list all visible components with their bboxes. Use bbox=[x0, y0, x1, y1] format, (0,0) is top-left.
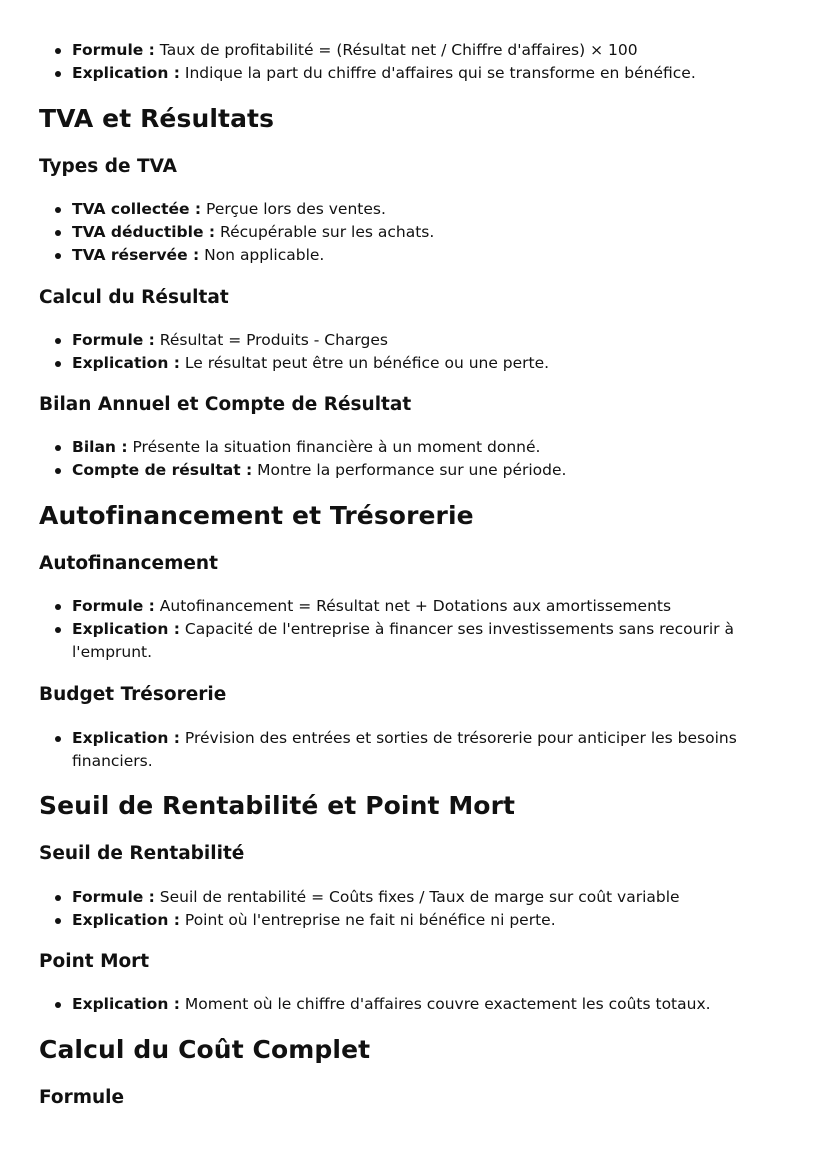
subsection-title-types-tva: Types de TVA bbox=[39, 156, 177, 177]
list-item: Explication : Point où l'entreprise ne fait ni bénéfice ni perte. bbox=[39, 909, 788, 932]
seuil-rentabilite-list bbox=[39, 886, 788, 932]
autofinancement-list bbox=[39, 595, 788, 664]
list-item: Formule : Seuil de rentabilité = Coûts fixes / Taux de marge sur coût variable bbox=[39, 886, 788, 909]
calcul-resultat-list bbox=[39, 329, 788, 375]
list-item: Compte de résultat : Montre la performance sur une période. bbox=[39, 459, 788, 482]
list-item: Formule : Autofinancement = Résultat net + Dotations aux amortissements bbox=[39, 595, 788, 618]
list-item: Explication : Prévision des entrées et sorties de trésorerie pour anticiper les besoins financiers. bbox=[39, 727, 788, 773]
list-item: TVA réservée : Non applicable. bbox=[39, 244, 788, 267]
point-mort-list bbox=[39, 993, 788, 1016]
list-item: TVA déductible : Récupérable sur les achats. bbox=[39, 221, 788, 244]
list-item: Explication : Moment où le chiffre d'affaires couvre exactement les coûts totaux. bbox=[39, 993, 788, 1016]
subsection-title-seuil-rentabilite: Seuil de Rentabilité bbox=[39, 843, 245, 864]
list-item: TVA collectée : Perçue lors des ventes. bbox=[39, 198, 788, 221]
section-title-autofinancement: Autofinancement et Trésorerie bbox=[39, 501, 474, 530]
section-title-tva: TVA et Résultats bbox=[39, 104, 275, 133]
list-item: Bilan : Présente la situation financière à un moment donné. bbox=[39, 436, 788, 459]
list-item: Formule : Taux de profitabilité = (Résultat net / Chiffre d'affaires) × 100 bbox=[39, 39, 788, 62]
list-item: Explication : Indique la part du chiffre d'affaires qui se transforme en bénéfice. bbox=[39, 62, 788, 85]
list-item: Explication : Le résultat peut être un bénéfice ou une perte. bbox=[39, 352, 788, 375]
subsection-title-budget-tresorerie: Budget Trésorerie bbox=[39, 684, 227, 705]
bilan-list bbox=[39, 436, 788, 482]
list-item: Explication : Capacité de l'entreprise à financer ses investissements sans recourir à l'emprunt. bbox=[39, 618, 788, 664]
profitability-list bbox=[39, 39, 788, 85]
subsection-title-calcul-resultat: Calcul du Résultat bbox=[39, 287, 229, 308]
subsection-title-bilan: Bilan Annuel et Compte de Résultat bbox=[39, 394, 412, 415]
subsection-title-point-mort: Point Mort bbox=[39, 951, 150, 972]
budget-tresorerie-list bbox=[39, 727, 788, 773]
section-title-cout-complet: Calcul du Coût Complet bbox=[39, 1035, 371, 1064]
section-title-seuil: Seuil de Rentabilité et Point Mort bbox=[39, 791, 516, 820]
list-item: Formule : Résultat = Produits - Charges bbox=[39, 329, 788, 352]
subsection-title-autofinancement: Autofinancement bbox=[39, 553, 218, 574]
subsection-title-formule: Formule bbox=[39, 1087, 125, 1108]
types-tva-list bbox=[39, 198, 788, 267]
